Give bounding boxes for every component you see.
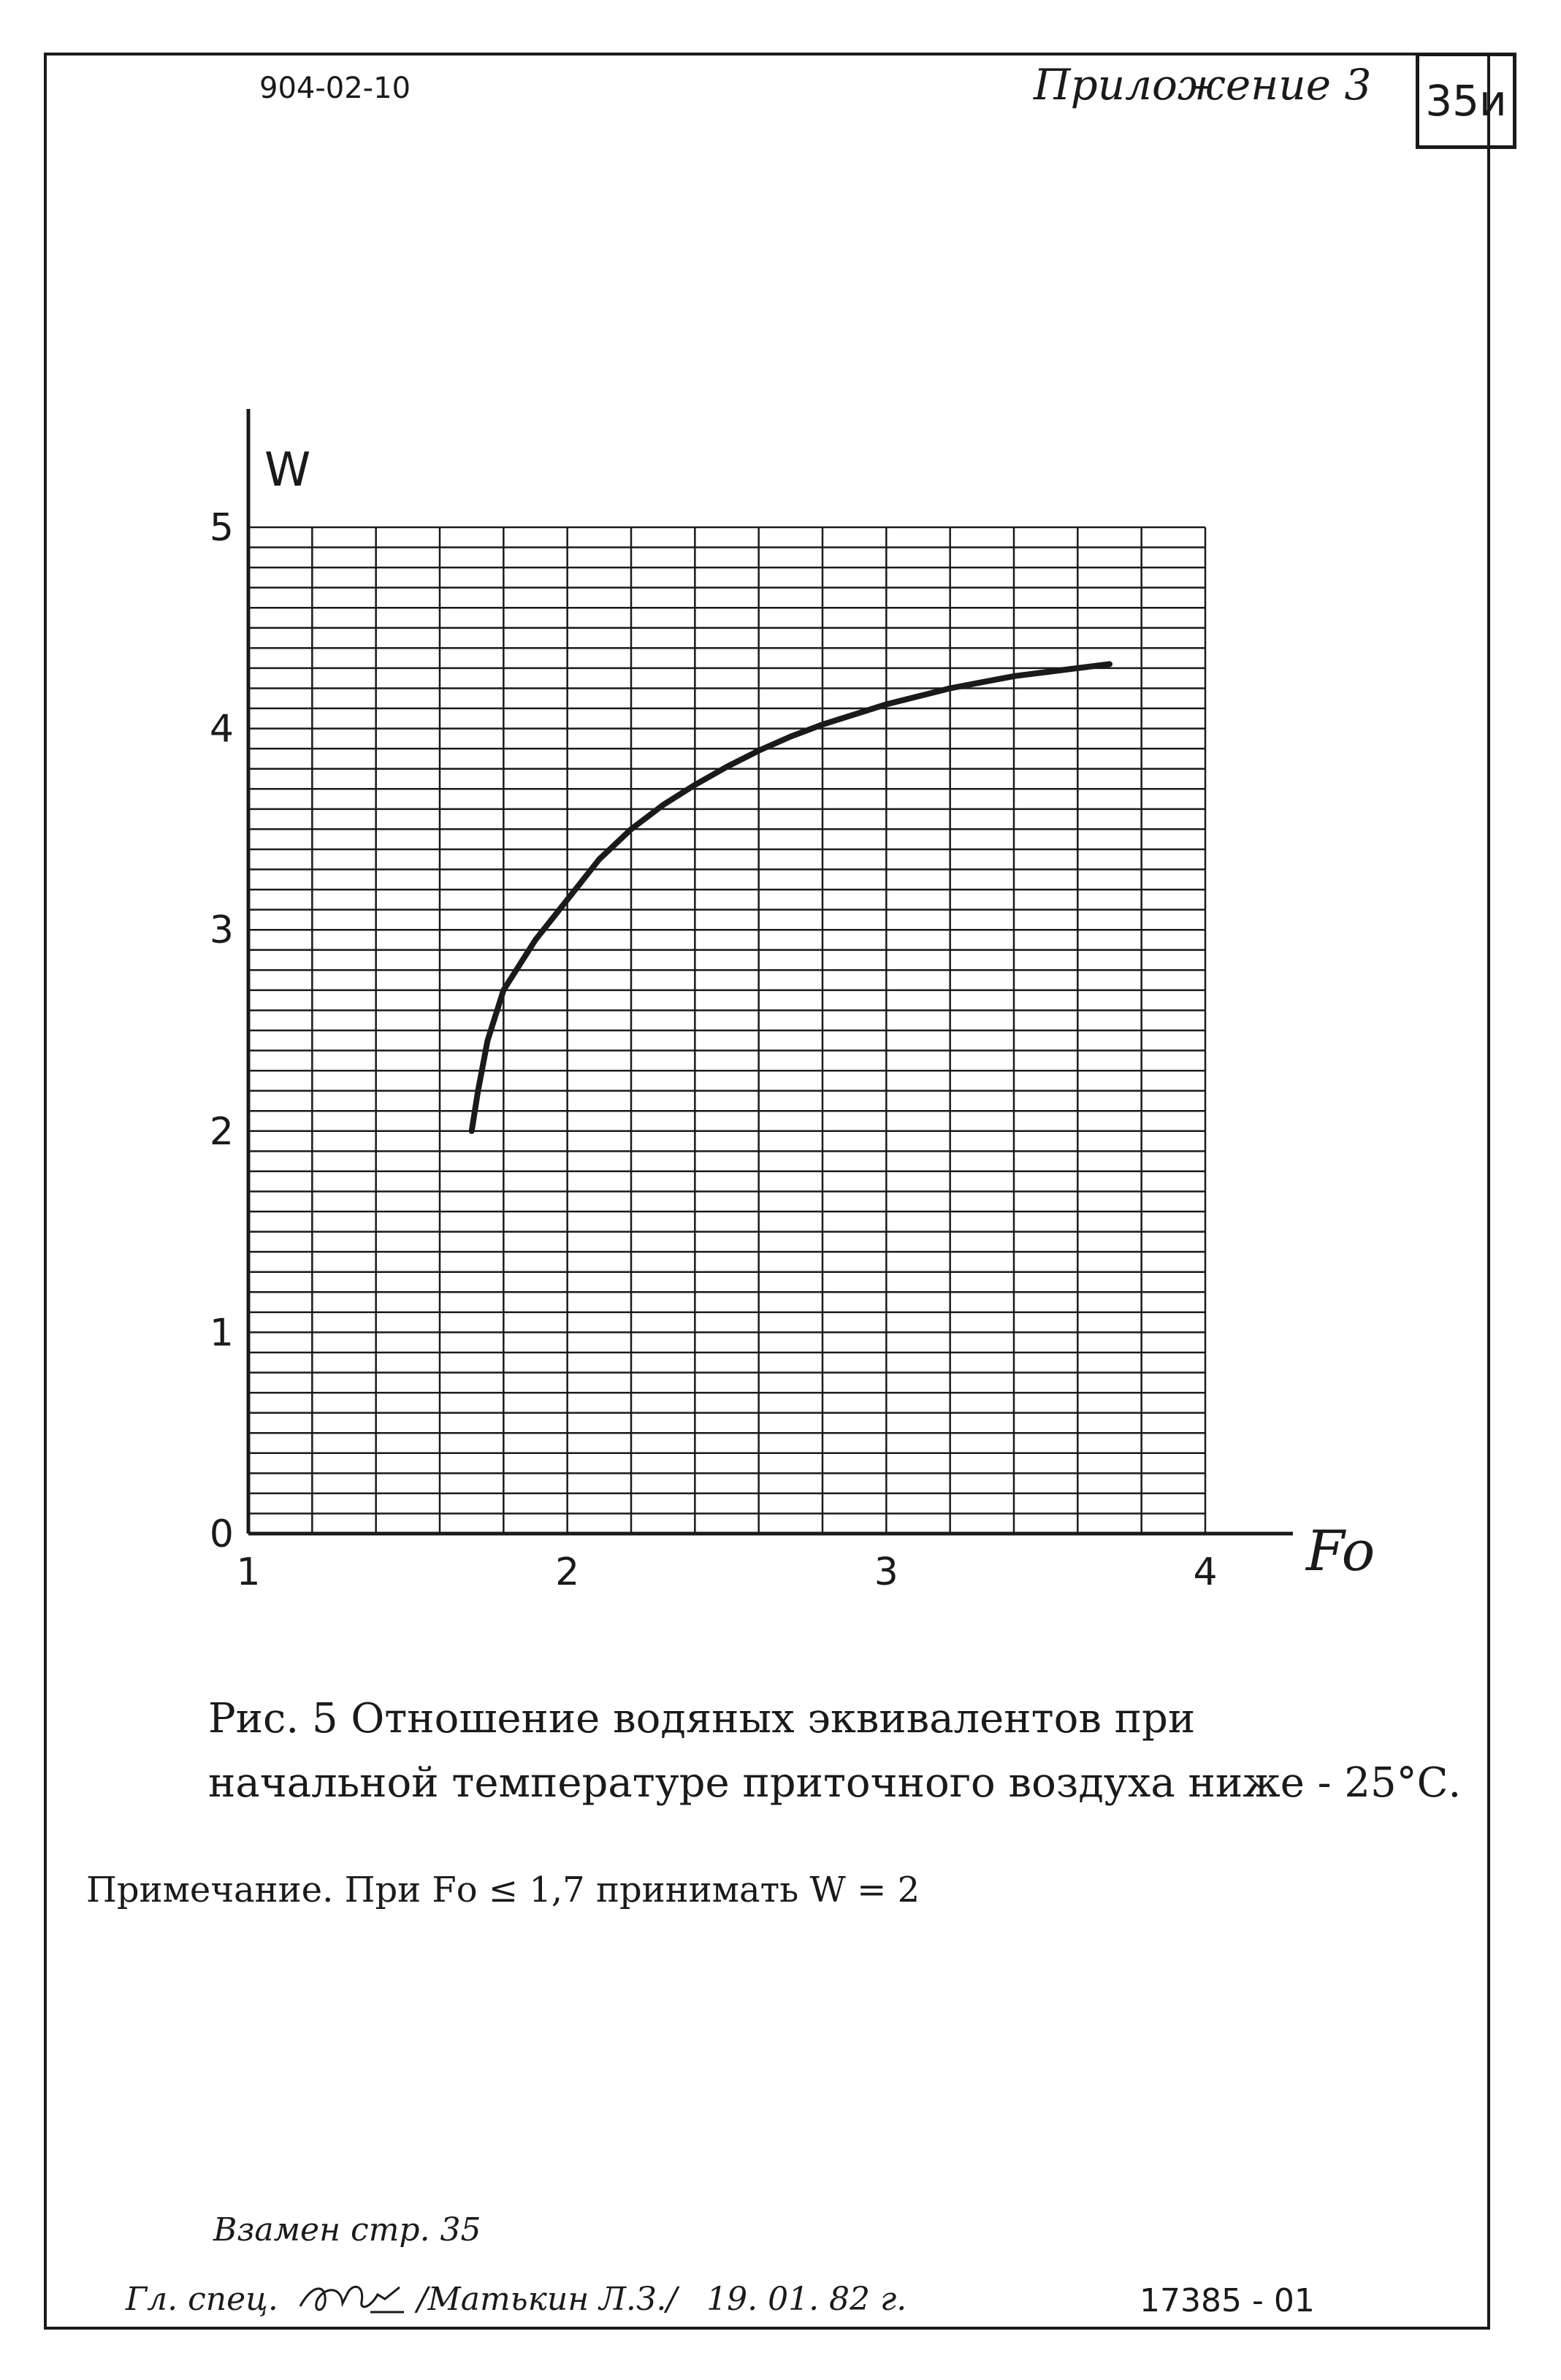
sign-date: 19. 01. 82 г. <box>706 2281 907 2318</box>
signer-position: Гл. спец. <box>126 2281 278 2318</box>
x-tick-label: 4 <box>1193 1550 1218 1594</box>
y-axis-label: W <box>264 443 311 497</box>
chart-axes <box>248 409 1293 1534</box>
inventory-number: 17385 - 01 <box>1140 2282 1315 2319</box>
note-text: Примечание. При Fо ≤ 1,7 принимать W = 2 <box>86 1870 920 1910</box>
x-tick-label: 1 <box>236 1550 261 1594</box>
appendix-title: Приложение 3 <box>1034 60 1372 110</box>
y-tick-label: 5 <box>209 506 234 550</box>
document-code: 904-02-10 <box>259 72 411 105</box>
x-tick-label: 2 <box>555 1550 580 1594</box>
y-tick-label: 1 <box>209 1311 234 1355</box>
signature-line <box>126 2277 925 2318</box>
x-axis-label: Fo <box>1306 1518 1375 1583</box>
y-tick-label: 2 <box>209 1109 234 1154</box>
y-tick-label: 4 <box>209 707 234 751</box>
figure-caption <box>208 1687 1461 1815</box>
chart-grid <box>248 527 1205 1534</box>
sheet-number: 35и <box>1416 53 1516 149</box>
caption-line-2: начальной температуре приточного воздуха ниже - 25°С. <box>208 1759 1462 1807</box>
caption-line-1: Рис. 5 Отношение водяных эквивалентов при <box>208 1695 1196 1742</box>
replace-note: Взамен стр. 35 <box>213 2211 481 2249</box>
x-tick-label: 3 <box>874 1550 898 1594</box>
y-tick-label: 3 <box>209 908 234 953</box>
signer-name: /Матькин Л.З./ <box>416 2281 678 2318</box>
y-tick-label: 0 <box>209 1512 234 1556</box>
handwritten-signature <box>297 2277 407 2318</box>
